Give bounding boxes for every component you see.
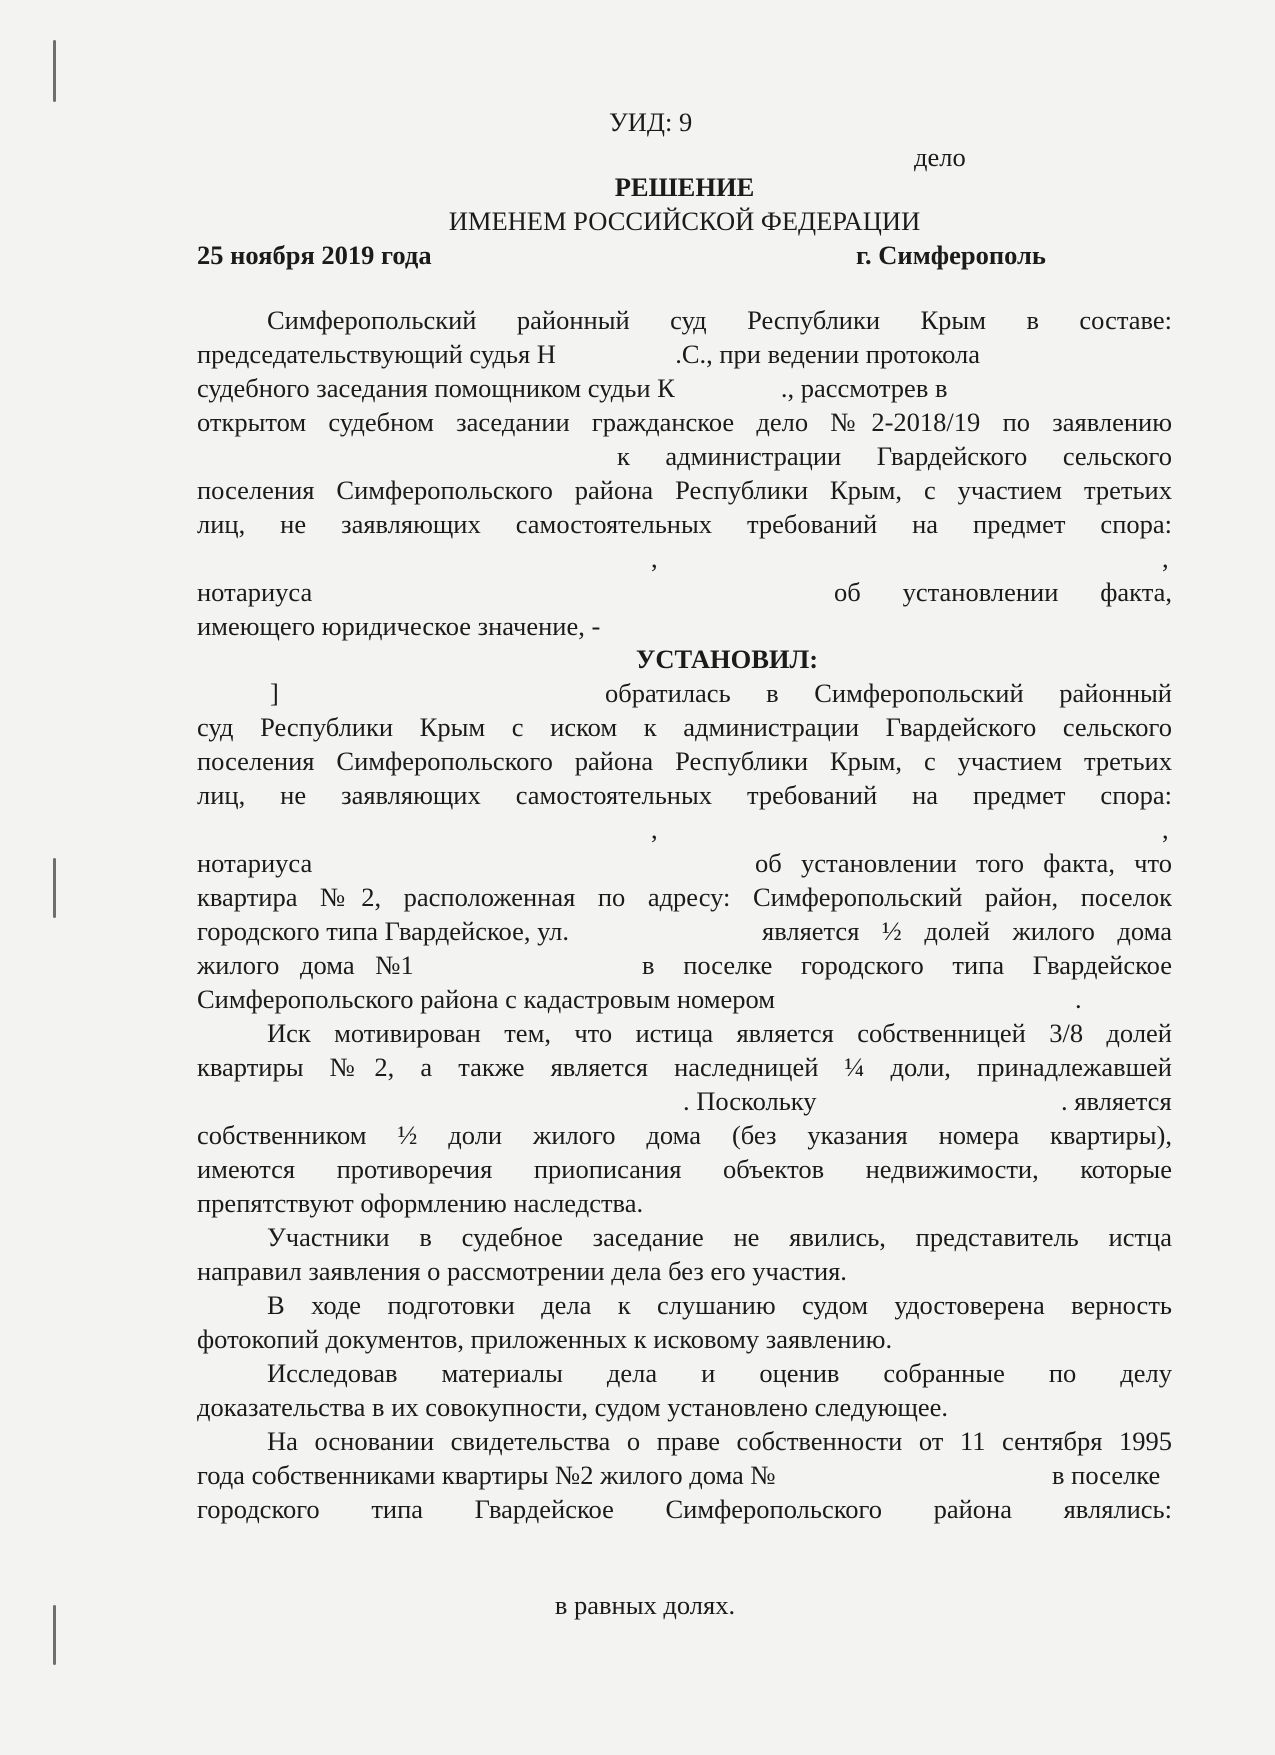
decision-date: 25 ноября 2019 года: [197, 240, 432, 270]
text-line: к администрации Гвардейского сельского: [617, 441, 1172, 471]
text-line: председательствующий судья Н .С., при ведении протокола: [197, 339, 981, 369]
decision-city: г. Симферополь: [856, 240, 1046, 270]
text-fragment: ,: [651, 543, 658, 573]
text-line: об установлении того факта, что: [755, 848, 1172, 878]
text-fragment: жилого дома №1: [197, 950, 414, 980]
text-line: городского типа Гвардейское Симферопольского района являлись:: [197, 1494, 1172, 1524]
text-line: квартира №2, расположенная по адресу: Симферопольский район, поселок: [197, 882, 1172, 912]
text-line: На основании свидетельства о праве собственности от 11 сентября 1995: [267, 1426, 1172, 1456]
text-line: лиц, не заявляющих самостоятельных требований на предмет спора:: [197, 780, 1172, 810]
staple-mark: [53, 40, 56, 102]
text-line: Исследовав материалы дела и оценив собранные по делу: [267, 1358, 1172, 1388]
text-line: собственником ½ доли жилого дома (без указания номера квартиры),: [197, 1120, 1172, 1150]
text-fragment: ]: [270, 678, 279, 708]
text-line: фотокопий документов, приложенных к исковому заявлению.: [197, 1324, 893, 1354]
text-line: лиц, не заявляющих самостоятельных требований на предмет спора:: [197, 509, 1172, 539]
text-line: суд Республики Крым с иском к администрации Гвардейского сельского: [197, 712, 1172, 742]
text-line: Симферопольский районный суд Республики Крым в составе:: [267, 305, 1172, 335]
uid-label: УИД: 9: [609, 107, 693, 137]
text-fragment: нотариуса: [197, 577, 313, 607]
text-line: обратилась в Симферопольский районный: [605, 678, 1172, 708]
text-line: об установлении факта,: [834, 577, 1172, 607]
staple-mark: [53, 1605, 56, 1665]
text-line: в поселке городского типа Гвардейское: [642, 950, 1172, 980]
text-line: является ½ долей жилого дома: [762, 916, 1172, 946]
text-fragment: в поселке: [1052, 1460, 1161, 1490]
text-line: имеются противоречия приописания объектов недвижимости, которые: [197, 1154, 1172, 1184]
text-fragment: . является: [1061, 1086, 1172, 1116]
text-line: судебного заседания помощником судьи К ., рассмотрев в: [197, 373, 948, 403]
text-fragment: ,: [1162, 814, 1169, 844]
text-fragment: городского типа Гвардейское, ул.: [197, 916, 570, 946]
text-line: Участники в судебное заседание не явились, представитель истца: [267, 1222, 1172, 1252]
text-fragment: ,: [1162, 543, 1169, 573]
text-line: препятствуют оформлению наследства.: [197, 1188, 644, 1218]
text-line: имеющего юридическое значение, -: [197, 611, 601, 641]
text-line: поселения Симферопольского района Республики Крым, с участием третьих: [197, 475, 1172, 505]
text-line: открытом судебном заседании гражданское дело №2-2018/19 по заявлению: [197, 407, 1172, 437]
text-line: доказательства в их совокупности, судом установлено следующее.: [197, 1392, 949, 1422]
text-fragment: Симферопольского района с кадастровым номером: [197, 984, 776, 1014]
document-title: РЕШЕНИЕ: [614, 172, 755, 202]
text-line: в равных долях.: [554, 1590, 736, 1620]
staple-mark: [53, 858, 56, 918]
text-fragment: ,: [651, 814, 658, 844]
text-fragment: нотариуса: [197, 848, 313, 878]
text-fragment: .: [1075, 984, 1082, 1014]
text-fragment: . Поскольку: [683, 1086, 817, 1116]
text-line: В ходе подготовки дела к слушанию судом удостоверена верность: [267, 1290, 1172, 1320]
text-line: квартиры №2, а также является наследницей ¼ доли, принадлежавшей: [197, 1052, 1172, 1082]
text-line: поселения Симферопольского района Республики Крым, с участием третьих: [197, 746, 1172, 776]
text-fragment: года собственниками квартиры №2 жилого дома №: [197, 1460, 776, 1490]
section-heading: УСТАНОВИЛ:: [635, 644, 819, 674]
text-line: Иск мотивирован тем, что истица является собственницей 3/8 долей: [267, 1018, 1172, 1048]
case-label: дело: [914, 142, 966, 172]
text-line: направил заявления о рассмотрении дела без его участия.: [197, 1256, 847, 1286]
document-subtitle: ИМЕНЕМ РОССИЙСКОЙ ФЕДЕРАЦИИ: [448, 206, 921, 236]
